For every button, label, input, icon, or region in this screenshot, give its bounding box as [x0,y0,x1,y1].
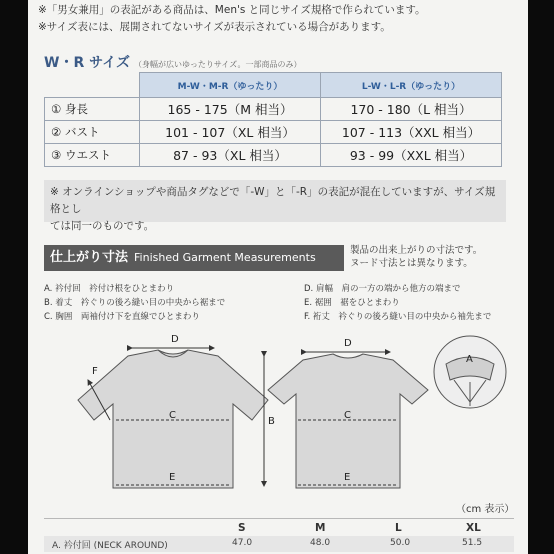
wr-col-m: M-W・M-R（ゆったり） [140,73,321,98]
unisex-note: ※「男女兼用」の表記がある商品は、Men's と同じサイズ規格で作られています。 [38,4,426,16]
finished-note [350,244,482,270]
wr-col-l: L-W・L-R（ゆったり） [321,73,502,98]
legend-length: B. 着丈 衿ぐりの後ろ縫い目の中央から裾まで [44,298,226,308]
finished-title-en: Finished Garment Measurements [134,251,316,264]
diagram-label-c-front: C [169,410,176,421]
finished-note-line-1: 製品の出来上がりの寸法です。 [350,245,483,256]
diagram-label-e-front: E [169,472,176,483]
size-header-s: S [238,522,246,534]
legend-neck: A. 衿付回 衿付け根をひとまわり [44,284,175,294]
size-display-note: ※サイズ表には、展開されてないサイズが表示されている場合があります。 [38,21,391,33]
diagram-label-c-back: C [344,410,351,421]
finished-measurements-header [44,245,344,271]
table-cell: 101 - 107（XL 相当） [140,121,321,144]
diagram-label-b: B [268,416,275,427]
legend-chest: C. 胸囲 両袖付け下を直線でひとまわり [44,312,200,322]
legend-shoulder: D. 肩幅 肩の一方の端から他方の端まで [304,284,461,294]
wr-size-title [44,52,302,72]
wr-table-corner [45,73,140,98]
table-cell: 50.0 [390,538,411,548]
table-cell: 51.5 [462,538,483,548]
size-guide-page [28,0,528,554]
legend-sleeve: F. 裄丈 衿ぐりの後ろ縫い目の中央から袖先まで [304,312,492,322]
finished-note-line-2: ヌード寸法とは異なります。 [350,258,473,269]
wr-size-table [44,72,502,167]
diagram-label-f: F [92,366,98,377]
finished-title-ja: 仕上がり寸法 [50,250,129,265]
unit-label: （cm 表示） [456,504,515,515]
wr-note-line-1: ※ オンラインショップや商品タグなどで「-W」と「-R」の表記が混在していますが、サイズ規格とし [50,186,496,215]
diagram-label-a: A [466,354,473,365]
size-header-m: M [315,522,326,534]
wr-size-subtitle: （身幅が広いゆったりサイズ。一部商品のみ） [133,60,302,69]
table-cell: 48.0 [310,538,331,548]
shirt-back-illustration [268,354,428,488]
table-cell: 165 - 175（M 相当） [140,98,321,121]
table-row [44,536,514,552]
wr-table-header [45,73,502,98]
wr-size-title-text: W・R サイズ [44,55,130,71]
table-row [45,121,502,144]
size-header-xl: XL [466,522,481,534]
table-cell: 170 - 180（L 相当） [321,98,502,121]
garment-diagram [28,320,528,500]
diagram-label-e-back: E [344,472,351,483]
table-cell: 47.0 [232,538,253,548]
table-divider [44,518,514,519]
table-cell: 93 - 99（XXL 相当） [321,144,502,167]
diagram-label-d-front: D [171,334,179,345]
wr-note-line-2: ては同一のものです。 [50,220,155,232]
table-row [45,144,502,167]
size-header-l: L [395,522,402,534]
wr-notation-note [44,180,506,232]
row-label-bust: ② バスト [45,121,140,144]
legend-hem: E. 裾囲 裾をひとまわり [304,298,400,308]
row-label-height: ① 身長 [45,98,140,121]
table-cell: 107 - 113（XXL 相当） [321,121,502,144]
row-label-neck-around: A. 衿付回 (NECK AROUND) [52,541,168,551]
table-cell: 87 - 93（XL 相当） [140,144,321,167]
diagram-label-d-back: D [344,338,352,349]
row-label-waist: ③ ウエスト [45,144,140,167]
table-row [45,98,502,121]
collar-detail-illustration [434,336,506,408]
